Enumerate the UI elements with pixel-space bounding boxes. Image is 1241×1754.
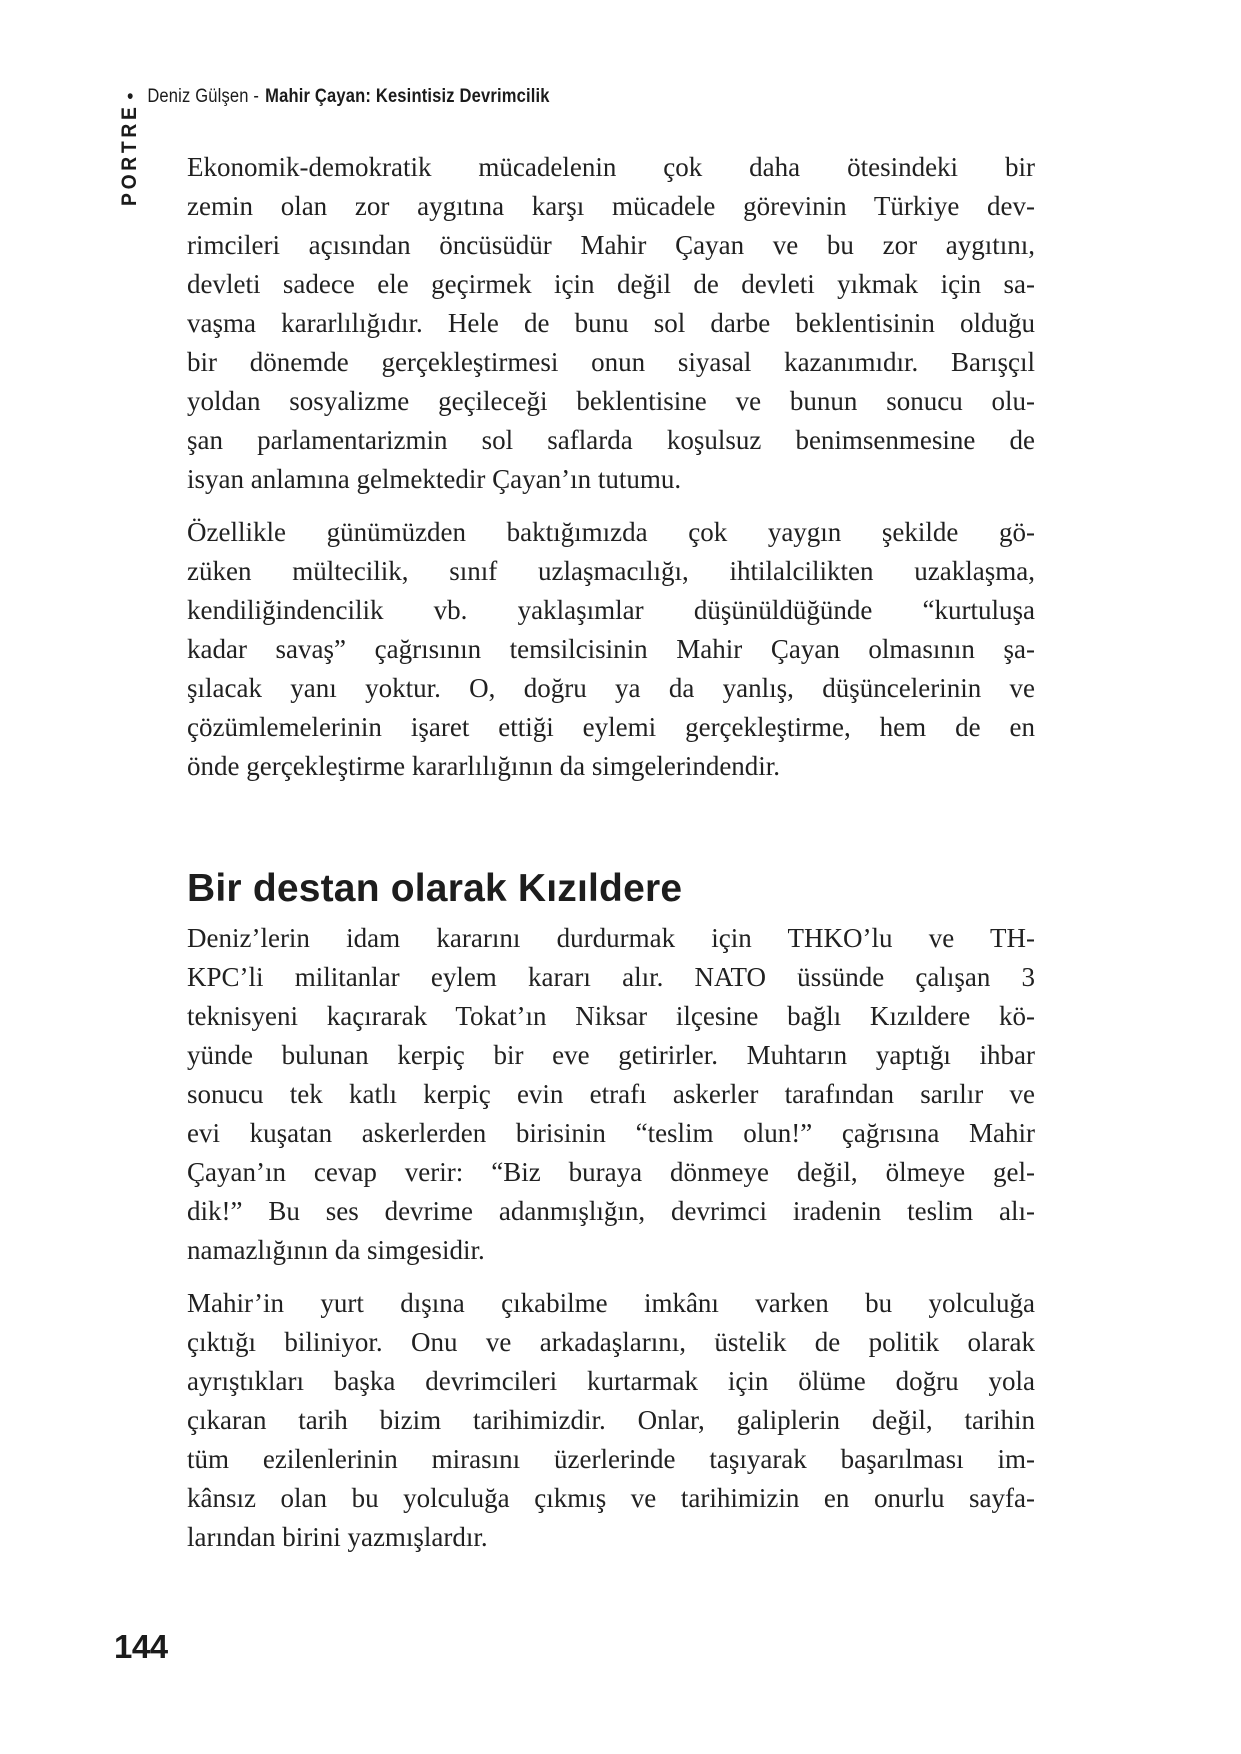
section-heading: Bir destan olarak Kızıldere [187, 867, 683, 910]
text-line: ayrıştıkları başka devrimcileri kurtarmak için ölüme doğru yola [187, 1366, 1035, 1396]
margin-section-label: PORTRE [118, 103, 141, 206]
text-line: önde gerçekleştirme kararlılığının da simgelerindendir. [187, 751, 781, 781]
text-line: vaşma kararlılığıdır. Hele de bunu sol darbe beklentisinin olduğu [187, 308, 1035, 338]
text-line: devleti sadece ele geçirmek için değil de devleti yıkmak için sa- [187, 269, 1035, 299]
page-number: 144 [114, 1628, 168, 1665]
paragraph-3 [187, 919, 1035, 1270]
text-line: yünde bulunan kerpiç bir eve getirirler. Muhtarın yaptığı ihbar [187, 1040, 1035, 1070]
text-line: kadar savaş” çağrısının temsilcisinin Mahir Çayan olmasının şa- [187, 634, 1035, 664]
running-header [127, 84, 550, 108]
text-line: zemin olan zor aygıtına karşı mücadele görevinin Türkiye dev- [187, 191, 1035, 221]
text-line: şan parlamentarizmin sol saflarda koşulsuz benimsenmesine de [187, 425, 1035, 455]
text-line: züken mültecilik, sınıf uzlaşmacılığı, ihtilalcilikten uzaklaşma, [187, 556, 1035, 586]
text-line: Deniz’lerin idam kararını durdurmak için THKO’lu ve TH- [187, 923, 1035, 953]
text-line: evi kuşatan askerlerden birisinin “teslim olun!” çağrısına Mahir [187, 1118, 1035, 1148]
text-line: şılacak yanı yoktur. O, doğru ya da yanlış, düşüncelerinin ve [187, 673, 1035, 703]
paragraph-1 [187, 148, 1035, 499]
paragraph-2 [187, 513, 1035, 786]
text-line: kânsız olan bu yolculuğa çıkmış ve tarihimizin en onurlu sayfa- [187, 1483, 1035, 1513]
text-line: yoldan sosyalizme geçileceği beklentisine ve bunun sonucu olu- [187, 386, 1035, 416]
text-line: KPC’li militanlar eylem kararı alır. NATO üssünde çalışan 3 [187, 962, 1035, 992]
text-line: kendiliğindencilik vb. yaklaşımlar düşünüldüğünde “kurtuluşa [187, 595, 1035, 625]
text-line: Mahir’in yurt dışına çıkabilme imkânı varken bu yolculuğa [187, 1288, 1035, 1318]
text-line: teknisyeni kaçırarak Tokat’ın Niksar ilçesine bağlı Kızıldere kö- [187, 1001, 1035, 1031]
bullet-icon: • [127, 85, 134, 108]
text-line: isyan anlamına gelmektedir Çayan’ın tutumu. [187, 464, 682, 494]
text-line: tüm ezilenlerinin mirasını üzerlerinde taşıyarak başarılması im- [187, 1444, 1035, 1474]
header-book-title: Mahir Çayan: Kesintisiz Devrimcilik [265, 86, 550, 107]
header-author: Deniz Gülşen - [147, 86, 260, 107]
text-line: çıkaran tarih bizim tarihimizdir. Onlar, galiplerin değil, tarihin [187, 1405, 1035, 1435]
text-line: Ekonomik-demokratik mücadelenin çok daha ötesindeki bir [187, 152, 1035, 182]
text-line: Özellikle günümüzden baktığımızda çok yaygın şekilde gö- [187, 517, 1035, 547]
paragraph-4 [187, 1284, 1035, 1557]
text-line: rimcileri açısından öncüsüdür Mahir Çayan ve bu zor aygıtını, [187, 230, 1035, 260]
text-line: bir dönemde gerçekleştirmesi onun siyasal kazanımıdır. Barışçıl [187, 347, 1035, 377]
page-body [187, 148, 1035, 1571]
text-line: sonucu tek katlı kerpiç evin etrafı askerler tarafından sarılır ve [187, 1079, 1035, 1109]
text-line: larından birini yazmışlardır. [187, 1522, 488, 1552]
text-line: Çayan’ın cevap verir: “Biz buraya dönmeye değil, ölmeye gel- [187, 1157, 1035, 1187]
text-line: çözümlemelerinin işaret ettiği eylemi gerçekleştirme, hem de en [187, 712, 1035, 742]
text-line: namazlığının da simgesidir. [187, 1235, 485, 1265]
text-line: dik!” Bu ses devrime adanmışlığın, devrimci iradenin teslim alı- [187, 1196, 1035, 1226]
text-line: çıktığı biliniyor. Onu ve arkadaşlarını, üstelik de politik olarak [187, 1327, 1035, 1357]
